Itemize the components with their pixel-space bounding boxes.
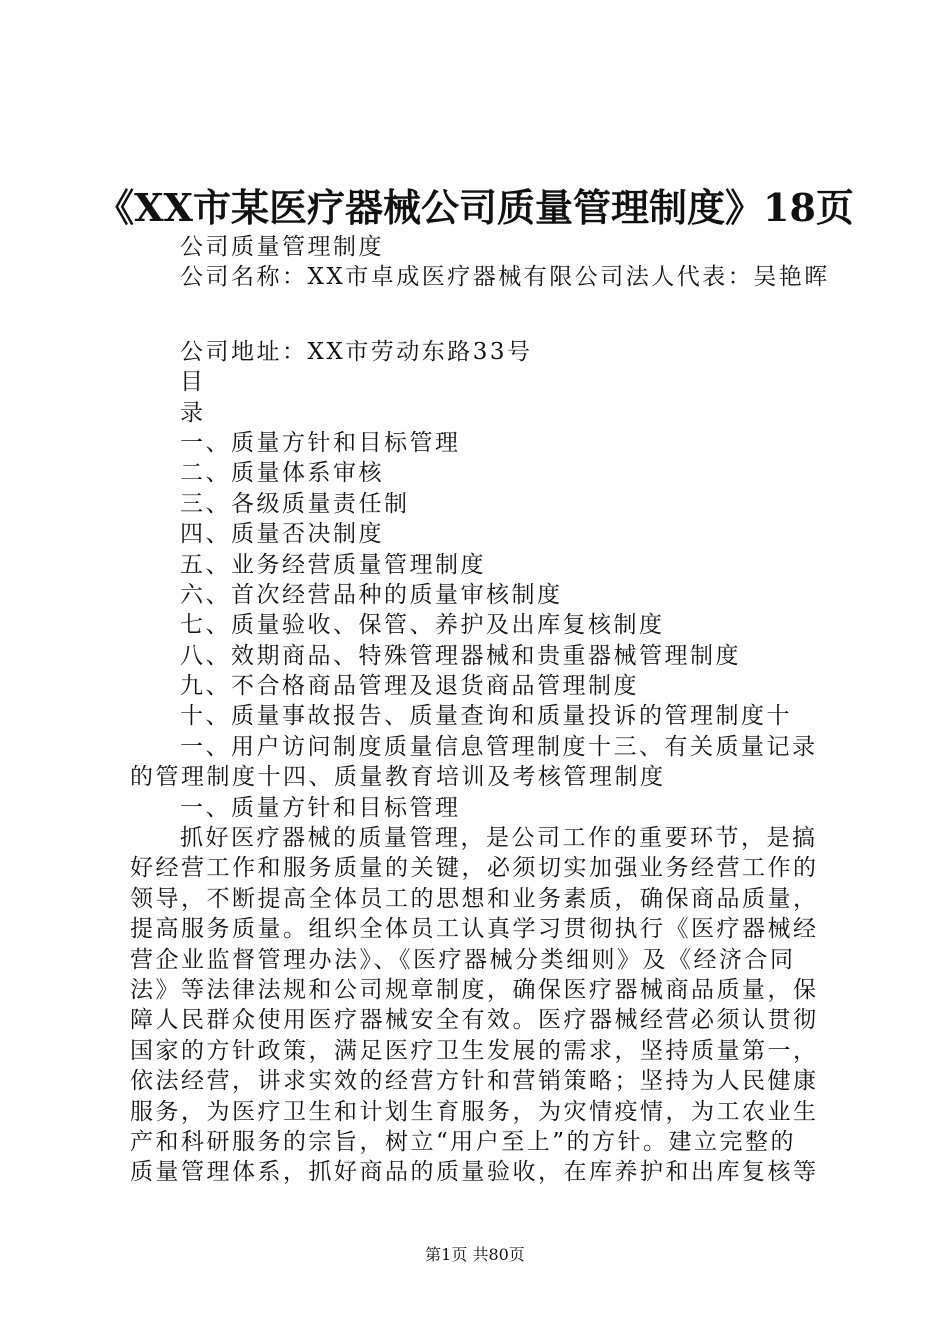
paragraph-line: 服务，为医疗卫生和计划生育服务，为灾情疫情，为工农业生: [130, 1098, 819, 1125]
paragraph-line: 好经营工作和服务质量的关键，必须切实加强业务经营工作的: [130, 855, 819, 882]
toc-item: 七、质量验收、保管、养护及出库复核制度: [180, 612, 665, 639]
document-body: [130, 232, 830, 1188]
paragraph-line: 质量管理体系，抓好商品的质量验收，在库养护和出库复核等: [130, 1159, 819, 1186]
toc-item-continued: 的管理制度十四、质量教育培训及考核管理制度: [130, 764, 666, 791]
toc-item: 五、业务经营质量管理制度: [180, 551, 486, 578]
toc-item: 一、质量方针和目标管理: [180, 429, 461, 456]
company-address-line: 公司地址：XX市劳动东路33号: [180, 338, 533, 365]
document-title: 《XX市某医疗器械公司质量管理制度》18页: [96, 185, 854, 230]
toc-item: 二、质量体系审核: [180, 460, 384, 487]
toc-item: 八、效期商品、特殊管理器械和贵重器械管理制度: [180, 642, 741, 669]
paragraph-line: 依法经营，讲求实效的经营方针和营销策略；坚持为人民健康: [130, 1068, 819, 1095]
company-name-line: 公司名称：XX市卓成医疗器械有限公司法人代表：吴艳晖: [180, 264, 830, 291]
section-heading: 一、质量方针和目标管理: [180, 794, 461, 821]
paragraph-line: 抓好医疗器械的质量管理，是公司工作的重要环节，是搞: [180, 825, 818, 852]
paragraph-line: 国家的方针政策，满足医疗卫生发展的需求，坚持质量第一，: [130, 1037, 819, 1064]
paragraph-line: 障人民群众使用医疗器械安全有效。医疗器械经营必须认贯彻: [130, 1007, 819, 1034]
toc-item: 九、不合格商品管理及退货商品管理制度: [180, 673, 639, 700]
toc-item: 三、各级质量责任制: [180, 490, 410, 517]
paragraph-line: 营企业监督管理办法》、《医疗器械分类细则》及《经济合同: [130, 946, 796, 973]
toc-item: 六、首次经营品种的质量审核制度: [180, 581, 563, 608]
toc-item: 十、质量事故报告、质量查询和质量投诉的管理制度十: [180, 703, 792, 730]
paragraph-line: 法》等法律法规和公司规章制度，确保医疗器械商品质量，保: [130, 976, 819, 1003]
paragraph-line: 提高服务质量。组织全体员工认真学习贯彻执行《医疗器械经: [130, 916, 819, 943]
paragraph-line: 领导，不断提高全体员工的思想和业务素质，确保商品质量，: [130, 885, 819, 912]
toc-heading-part1: 目: [180, 369, 206, 396]
page-footer: 第1页 共80页: [425, 1245, 525, 1264]
blank-spacer: [130, 293, 830, 337]
subtitle-line: 公司质量管理制度: [180, 234, 384, 260]
toc-item: 一、用户访问制度质量信息管理制度十三、有关质量记录: [180, 733, 818, 760]
toc-heading-part2: 录: [180, 399, 206, 426]
paragraph-line: 产和科研服务的宗旨，树立“用户至上”的方针。建立完整的: [130, 1128, 797, 1155]
toc-item: 四、质量否决制度: [180, 521, 384, 548]
